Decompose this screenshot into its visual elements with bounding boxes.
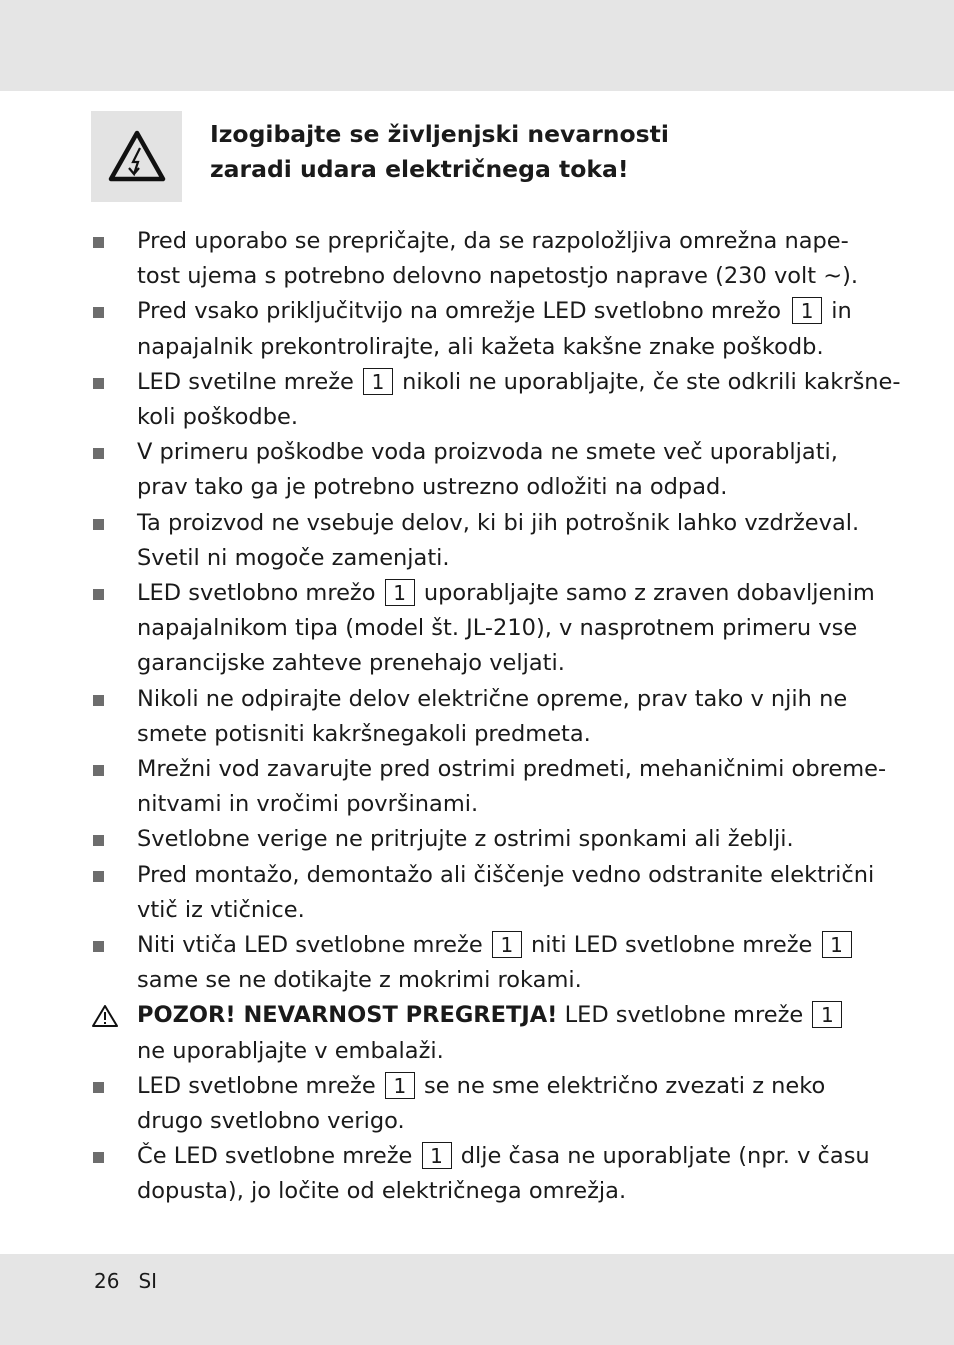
reference-number-box: 1 (363, 368, 393, 395)
bullet-square-icon (93, 1152, 104, 1163)
list-item (91, 1069, 871, 1139)
reference-number-box: 1 (385, 579, 415, 606)
reference-number-box: 1 (812, 1001, 842, 1028)
warning-title-line: zaradi udara električnega toka! (210, 155, 629, 183)
list-item (91, 1139, 871, 1209)
list-item (91, 294, 871, 364)
item-text: napajalnik prekontrolirajte, ali kažeta kakšne znake poškodb. (137, 333, 824, 360)
list-item-caution (91, 998, 871, 1068)
item-text: LED svetlobno mrežo (137, 580, 376, 607)
caution-triangle-icon (91, 1004, 119, 1028)
item-text: same se ne dotikajte z mokrimi rokami. (137, 967, 582, 994)
item-text: Pred vsako priključitvijo na omrežje LED svetlobno mrežo (137, 298, 781, 325)
item-text: dopusta), jo ločite od električnega omrežja. (137, 1178, 627, 1205)
item-text: ne uporabljajte v embalaži. (137, 1037, 444, 1064)
item-text: prav tako ga je potrebno ustrezno odložiti na odpad. (137, 474, 728, 501)
list-item (91, 858, 875, 928)
item-text: LED svetlobne mreže (137, 1072, 376, 1099)
list-item (91, 822, 871, 857)
high-voltage-warning-icon (107, 129, 167, 185)
item-text: LED svetilne mreže (137, 368, 354, 395)
reference-number-box: 1 (422, 1142, 452, 1169)
item-text: garancijske zahteve prenehajo veljati. (137, 650, 565, 677)
item-text: nikoli ne uporabljajte, če ste odkrili kakršne- (402, 368, 901, 395)
item-text: se ne sme električno zvezati z neko (423, 1072, 826, 1099)
item-text: Svetlobne verige ne pritrjujte z ostrimi sponkami ali žeblji. (137, 826, 794, 853)
item-text: Pred montažo, demontažo ali čiščenje vedno odstranite električni (137, 861, 875, 888)
reference-number-box: 1 (792, 297, 822, 324)
list-item (91, 576, 875, 682)
bullet-square-icon (93, 941, 104, 952)
warning-title-line: Izogibajte se življenjski nevarnosti (210, 120, 669, 148)
list-item (91, 224, 871, 294)
item-text: uporabljajte samo z zraven dobavljenim (423, 580, 875, 607)
bullet-square-icon (93, 695, 104, 706)
bullet-square-icon (93, 237, 104, 248)
list-item (91, 365, 901, 435)
item-text: Če LED svetlobne mreže (137, 1143, 413, 1170)
warning-title (210, 117, 870, 187)
safety-list (91, 224, 901, 1210)
warning-box (91, 111, 182, 202)
reference-number-box: 1 (492, 931, 522, 958)
item-text: Ta proizvod ne vsebuje delov, ki bi jih potrošnik lahko vzdrževal. (137, 509, 860, 536)
item-text: tost ujema s potrebno delovno napetostjo naprave (230 volt ~). (137, 263, 859, 290)
page-number: 26 (94, 1269, 120, 1293)
item-text: drugo svetlobno verigo. (137, 1108, 405, 1135)
list-item (91, 682, 871, 752)
item-text: Svetil ni mogoče zamenjati. (137, 544, 450, 571)
item-text: Niti vtiča LED svetlobne mreže (137, 932, 483, 959)
list-item (91, 928, 871, 998)
item-text: smete potisniti kakršnegakoli predmeta. (137, 720, 591, 747)
footer-band (0, 1254, 954, 1345)
item-text: niti LED svetlobne mreže (530, 932, 813, 959)
bullet-square-icon (93, 765, 104, 776)
list-item (91, 752, 887, 822)
item-text: koli poškodbe. (137, 404, 298, 431)
language-code: SI (138, 1269, 158, 1293)
reference-number-box: 1 (385, 1072, 415, 1099)
bullet-square-icon (93, 589, 104, 600)
item-text: vtič iz vtičnice. (137, 896, 305, 923)
bullet-square-icon (93, 519, 104, 530)
item-text: Pred uporabo se prepričajte, da se razpoložljiva omrežna nape- (137, 228, 849, 254)
header-band (0, 0, 954, 91)
bullet-square-icon (93, 448, 104, 459)
item-text: in (831, 298, 852, 325)
list-item (91, 435, 871, 505)
bullet-square-icon (93, 835, 104, 846)
item-text: Mrežni vod zavarujte pred ostrimi predmeti, mehaničnimi obreme- (137, 756, 887, 783)
item-text: dlje časa ne uporabljate (npr. v času (460, 1143, 870, 1170)
bullet-square-icon (93, 307, 104, 318)
bullet-square-icon (93, 378, 104, 389)
bullet-square-icon (93, 871, 104, 882)
item-text: LED svetlobne mreže (564, 1002, 804, 1029)
bullet-square-icon (93, 1082, 104, 1093)
caution-heading: POZOR! NEVARNOST PREGRETJA! (137, 1002, 558, 1029)
item-text: Nikoli ne odpirajte delov električne opreme, prav tako v njih ne (137, 685, 848, 712)
item-text: napajalnikom tipa (model št. JL-210), v nasprotnem primeru vse (137, 615, 858, 642)
list-item (91, 506, 871, 576)
item-text: nitvami in vročimi površinami. (137, 791, 479, 818)
item-text: V primeru poškodbe voda proizvoda ne smete več uporabljati, (137, 439, 838, 466)
reference-number-box: 1 (822, 931, 852, 958)
page-footer (94, 1269, 176, 1293)
